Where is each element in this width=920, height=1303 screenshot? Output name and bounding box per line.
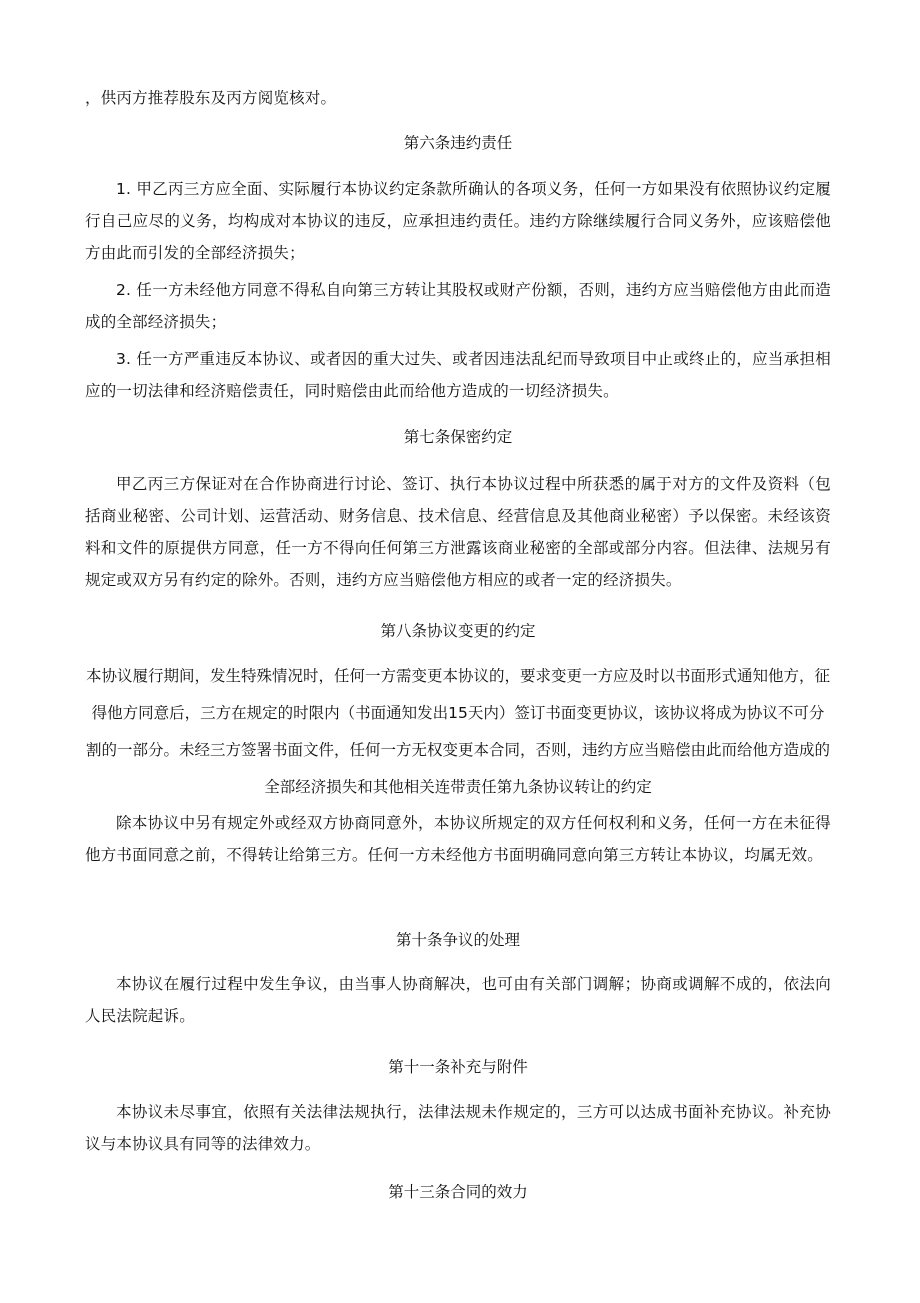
- article-9-paragraph: 除本协议中另有规定外或经双方协商同意外，本协议所规定的双方任何权利和义务，任何一方在未征得他方书面同意之前，不得转让给第三方。任何一方未经他方书面明确同意向第三方转让本协议，均属无效。: [85, 814, 831, 864]
- article-11-paragraph: 本协议未尽事宜，依照有关法律法规执行，法律法规未作规定的，三方可以达成书面补充协议。补充协议与本协议具有同等的法律效力。: [85, 1103, 831, 1153]
- intro-paragraph: ，供丙方推荐股东及丙方阅览核对。: [85, 89, 337, 107]
- article-8-paragraph: 本协议履行期间，发生特殊情况时，任何一方需变更本协议的，要求变更一方应及时以书面形式通知他方，征得他方同意后，三方在规定的时限内（书面通知发出15天内）签订书面变更协议，该协议将成为协议不可分割的一部分。未经三方签署书面文件，任何一方无权变更本合同，否则，违约方应当赔偿由此而给他方造成的全部经济损失和其他相关连带责任第九条协议转让的约定: [85, 667, 830, 796]
- article-10-paragraph: 本协议在履行过程中发生争议，由当事人协商解决，也可由有关部门调解；协商或调解不成的，依法向人民法院起诉。: [85, 975, 831, 1025]
- article-13-heading: 第十三条合同的效力: [388, 1183, 528, 1201]
- article-10-heading: 第十条争议的处理: [395, 931, 520, 949]
- article-6-clause-2: 2. 任一方未经他方同意不得私自向第三方转让其股权或财产份额，否则，违约方应当赔偿他方由此而造成的全部经济损失；: [85, 281, 831, 331]
- article-7-heading: 第七条保密约定: [403, 428, 513, 446]
- article-7-paragraph: 甲乙丙三方保证对在合作协商进行讨论、签订、执行本协议过程中所获悉的属于对方的文件及资料（包括商业秘密、公司计划、运营活动、财务信息、技术信息、经营信息及其他商业秘密）予以保密。未经该资料和文件的原提供方同意，任一方不得向任何第三方泄露该商业秘密的全部或部分内容。但法律、法规另有规定或双方另有约定的除外。否则，违约方应当赔偿他方相应的或者一定的经济损失。: [85, 475, 831, 589]
- article-11-heading: 第十一条补充与附件: [388, 1058, 528, 1076]
- article-6-clause-1: 1. 甲乙丙三方应全面、实际履行本协议约定条款所确认的各项义务，任何一方如果没有依照协议约定履行自己应尽的义务，均构成对本协议的违反，应承担违约责任。违约方除继续履行合同义务外，应该赔偿他方由此而引发的全部经济损失；: [85, 180, 831, 262]
- article-8-heading: 第八条协议变更的约定: [380, 622, 536, 640]
- article-6-heading: 第六条违约责任: [403, 134, 513, 152]
- article-6-clause-3: 3. 任一方严重违反本协议、或者因的重大过失、或者因违法乱纪而导致项目中止或终止的，应当承担相应的一切法律和经济赔偿责任，同时赔偿由此而给他方造成的一切经济损失。: [85, 350, 831, 400]
